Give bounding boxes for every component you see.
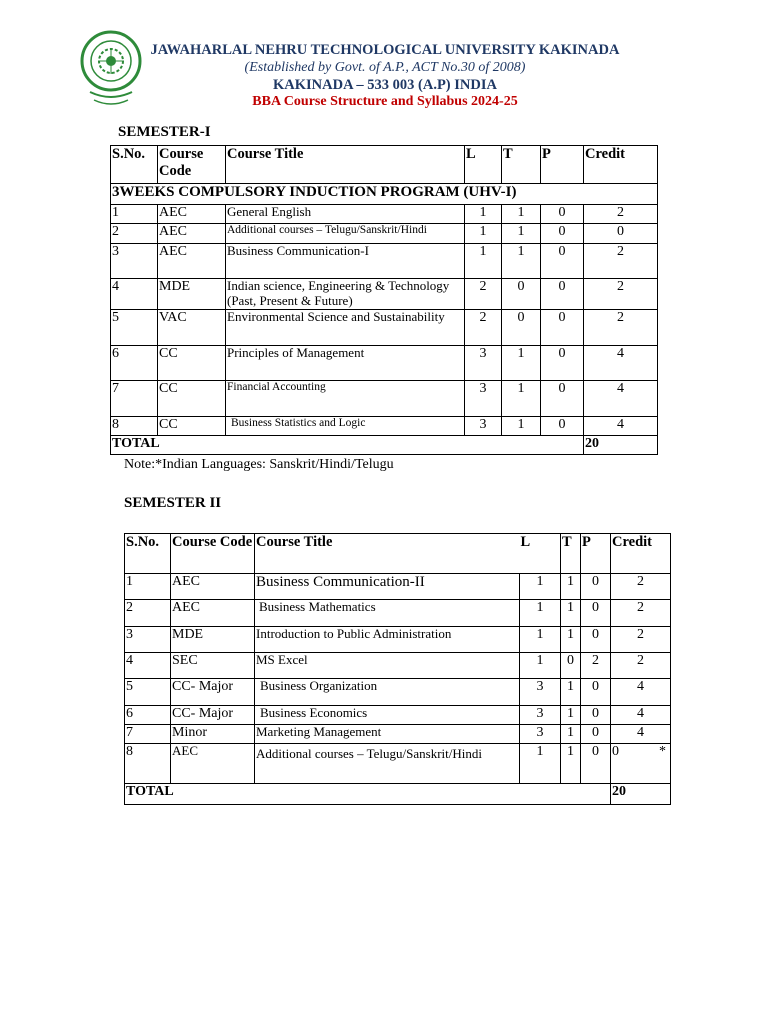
cell-l: 2 (465, 279, 502, 310)
cell-credit: 2 (611, 574, 671, 600)
table-row (125, 653, 671, 679)
cell-p: 0 (581, 627, 611, 653)
table-row (111, 417, 658, 436)
cell-sno: 5 (111, 310, 158, 346)
cell-sno: 3 (125, 627, 171, 653)
table-row (111, 279, 658, 310)
induction-program: 3WEEKS COMPULSORY INDUCTION PROGRAM (UHV-I) (111, 184, 658, 205)
cell-credit: 4 (584, 417, 658, 436)
cell-t: 0 (502, 310, 541, 346)
cell-p: 0 (541, 279, 584, 310)
cell-l: 3 (520, 725, 561, 744)
address: KAKINADA – 533 003 (A.P) INDIA (273, 77, 497, 93)
cell-t: 1 (502, 417, 541, 436)
cell-title: Business Organization (255, 679, 520, 706)
cell-l: 3 (465, 417, 502, 436)
cell-title: MS Excel (255, 653, 520, 679)
header-course-title: Course Title (226, 146, 465, 184)
table-row (125, 744, 671, 784)
cell-title: Business Mathematics (255, 600, 520, 627)
cell-credit: 4 (611, 706, 671, 725)
table-row (125, 627, 671, 653)
table-header-row (111, 146, 658, 184)
cell-code: CC (158, 417, 226, 436)
table-row (125, 600, 671, 627)
table-row (125, 725, 671, 744)
establishment-note: (Established by Govt. of A.P., ACT No.30 of 2008) (244, 60, 526, 75)
cell-code: CC (158, 346, 226, 381)
cell-code: CC- Major (171, 706, 255, 725)
cell-l: 3 (465, 381, 502, 417)
cell-title: Marketing Management (255, 725, 520, 744)
table-row (125, 679, 671, 706)
cell-l: 3 (520, 679, 561, 706)
cell-t: 1 (502, 381, 541, 417)
cell-title: Business Communication-I (226, 244, 465, 279)
cell-p: 0 (541, 224, 584, 244)
table-row (111, 381, 658, 417)
cell-code: MDE (158, 279, 226, 310)
cell-p: 0 (581, 679, 611, 706)
semester-2-table (124, 533, 671, 805)
cell-sno: 6 (111, 346, 158, 381)
cell-t: 1 (561, 725, 581, 744)
cell-t: 1 (502, 224, 541, 244)
total-label: TOTAL (125, 784, 611, 805)
cell-title: Introduction to Public Administration (255, 627, 520, 653)
cell-p: 2 (581, 653, 611, 679)
header-t: T (561, 534, 581, 574)
cell-sno: 4 (111, 279, 158, 310)
cell-credit: 4 (611, 679, 671, 706)
header-sno: S.No. (125, 534, 171, 574)
cell-title: General English (226, 205, 465, 224)
cell-t: 1 (561, 679, 581, 706)
cell-credit: 2 (611, 627, 671, 653)
cell-sno: 8 (111, 417, 158, 436)
header-credit: Credit (584, 146, 658, 184)
cell-t: 1 (561, 600, 581, 627)
cell-sno: 2 (111, 224, 158, 244)
cell-p: 0 (541, 417, 584, 436)
cell-sno: 7 (111, 381, 158, 417)
header-sno: S.No. (111, 146, 158, 184)
header-p: P (541, 146, 584, 184)
cell-title: Indian science, Engineering & Technology (Past, Present & Future) (226, 279, 465, 310)
cell-p: 0 (581, 574, 611, 600)
table-row (125, 706, 671, 725)
table-header-row (125, 534, 671, 574)
cell-title: Additional courses – Telugu/Sanskrit/Hindi (255, 744, 520, 784)
cell-code: SEC (171, 653, 255, 679)
total-row (125, 784, 671, 805)
cell-sno: 4 (125, 653, 171, 679)
cell-t: 1 (502, 205, 541, 224)
cell-title: Additional courses – Telugu/Sanskrit/Hindi (226, 224, 465, 244)
cell-sno: 8 (125, 744, 171, 784)
cell-title: Business Economics (255, 706, 520, 725)
header-l: L (520, 534, 561, 574)
cell-title: Financial Accounting (226, 381, 465, 417)
cell-sno: 2 (125, 600, 171, 627)
cell-credit: 0 (584, 224, 658, 244)
cell-l: 3 (465, 346, 502, 381)
credit-value: 0 (612, 744, 619, 759)
cell-code: AEC (158, 244, 226, 279)
cell-l: 1 (465, 224, 502, 244)
cell-code: AEC (171, 600, 255, 627)
header-course-code: Course Code (171, 534, 255, 574)
semester-1-table (110, 145, 658, 455)
cell-p: 0 (541, 346, 584, 381)
induction-row (111, 184, 658, 205)
cell-sno: 1 (111, 205, 158, 224)
university-logo (80, 30, 142, 112)
cell-l: 3 (520, 706, 561, 725)
cell-p: 0 (541, 244, 584, 279)
cell-p: 0 (581, 600, 611, 627)
credit-asterisk: * (659, 744, 666, 759)
cell-t: 1 (502, 244, 541, 279)
cell-sno: 5 (125, 679, 171, 706)
cell-credit: 2 (584, 205, 658, 224)
cell-t: 1 (561, 706, 581, 725)
semester-1-title: SEMESTER-I (118, 124, 211, 140)
cell-sno: 6 (125, 706, 171, 725)
cell-sno: 7 (125, 725, 171, 744)
cell-title: Environmental Science and Sustainability (226, 310, 465, 346)
cell-p: 0 (581, 744, 611, 784)
cell-l: 1 (520, 744, 561, 784)
table-row (111, 224, 658, 244)
cell-credit: 2 (584, 279, 658, 310)
header-t: T (502, 146, 541, 184)
cell-t: 1 (561, 744, 581, 784)
table-row (111, 244, 658, 279)
cell-code: Minor (171, 725, 255, 744)
cell-l: 1 (520, 600, 561, 627)
cell-l: 1 (520, 653, 561, 679)
header-credit: Credit (611, 534, 671, 574)
cell-code: AEC (171, 574, 255, 600)
table-row (125, 574, 671, 600)
cell-credit: 4 (584, 381, 658, 417)
header-course-title: Course Title (255, 534, 520, 574)
cell-title: Business Communication-II (255, 574, 520, 600)
cell-code: AEC (158, 205, 226, 224)
cell-p: 0 (541, 381, 584, 417)
cell-credit: 2 (584, 310, 658, 346)
cell-l: 1 (520, 627, 561, 653)
document-subtitle: BBA Course Structure and Syllabus 2024-25 (252, 94, 518, 109)
cell-l: 1 (520, 574, 561, 600)
note: Note:*Indian Languages: Sanskrit/Hindi/Telugu (124, 457, 394, 472)
cell-code: AEC (171, 744, 255, 784)
cell-p: 0 (581, 706, 611, 725)
cell-credit: 4 (584, 346, 658, 381)
table-row (111, 205, 658, 224)
header-course-code: Course Code (158, 146, 226, 184)
semester-2-title: SEMESTER II (124, 495, 222, 511)
cell-credit: 2 (584, 244, 658, 279)
cell-title: Principles of Management (226, 346, 465, 381)
header-l: L (465, 146, 502, 184)
table-row (111, 310, 658, 346)
cell-p: 0 (541, 205, 584, 224)
cell-code: AEC (158, 224, 226, 244)
cell-p: 0 (541, 310, 584, 346)
cell-p: 0 (581, 725, 611, 744)
cell-code: CC- Major (171, 679, 255, 706)
cell-l: 1 (465, 205, 502, 224)
cell-credit: 4 (611, 725, 671, 744)
cell-credit: 2 (611, 600, 671, 627)
total-credit: 20 (584, 436, 658, 455)
cell-code: MDE (171, 627, 255, 653)
total-label: TOTAL (111, 436, 584, 455)
table-row (111, 346, 658, 381)
total-credit: 20 (611, 784, 671, 805)
cell-sno: 1 (125, 574, 171, 600)
cell-code: VAC (158, 310, 226, 346)
cell-t: 0 (502, 279, 541, 310)
cell-credit: 2 (611, 653, 671, 679)
cell-code: CC (158, 381, 226, 417)
cell-t: 1 (561, 627, 581, 653)
cell-credit (611, 744, 671, 784)
cell-t: 1 (561, 574, 581, 600)
cell-t: 0 (561, 653, 581, 679)
total-row (111, 436, 658, 455)
cell-l: 1 (465, 244, 502, 279)
cell-t: 1 (502, 346, 541, 381)
cell-l: 2 (465, 310, 502, 346)
cell-title: Business Statistics and Logic (226, 417, 465, 436)
cell-sno: 3 (111, 244, 158, 279)
header-p: P (581, 534, 611, 574)
university-name: JAWAHARLAL NEHRU TECHNOLOGICAL UNIVERSITY KAKINADA (150, 42, 620, 58)
